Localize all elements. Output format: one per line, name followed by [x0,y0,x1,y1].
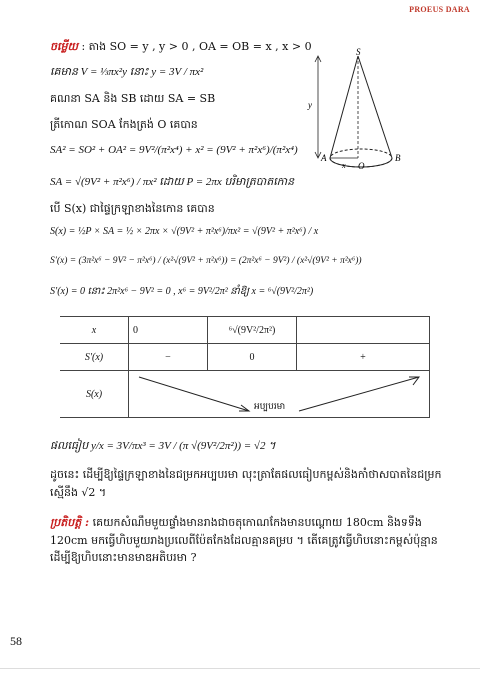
row-head-derivative: S′(x) [60,344,129,371]
exercise-text: គេយកសំណឹមមួយផ្ទាំងមានរាងជាចតុកោណកែងមានបណ្តោយ 180cm និងទទឹង 120cm មកធ្វើហិបមួយរាងប្រលេពីប៉ែតកែងដែលគ្មានគម្រប ។ តើគេត្រូវធ្វើហិបនោះកម្ពស់ប៉ុន្មាន ដើម្បីឱ្យហិបនោះមានមាឌអតិបរមា ? [50,516,438,565]
critical-point-line: S′(x) = 0 នោះ 2π²x⁶ − 9V² = 0 , x⁶ = 9V²/2π² នាំឱ្យ x = ⁶√(9V²/2π²) [50,286,314,297]
cell-derivative-zero: 0 [208,344,297,371]
surface-formula-line: S(x) = ½P × SA = ½ × 2πx × √(9V² + π²x⁶)/πx² = √(9V² + π²x⁶) / x [50,226,319,237]
page-number: 58 [10,634,22,648]
answer-label: ចម្លើយ [50,40,78,53]
label-x: x [342,161,346,170]
label-a: A [321,153,327,163]
label-s: S [356,48,361,57]
surface-intro-line: បើ S(x) ជាផ្ទៃក្រឡាខាងនៃកោន គេបាន [50,202,215,215]
table-row-function [60,371,430,418]
exercise-paragraph [50,514,445,567]
sa-squared-line: SA² = SO² + OA² = 9V²/(π²x⁴) + x² = (9V² + π²x⁶)/(π²x⁴) [50,144,298,156]
table-row-x [60,317,430,344]
volume-line: គេមាន V = ⅓πx²y នោះ y = 3V / πx² [50,66,204,78]
answer-text: : តាង SO = y , y > 0 , OA = OB = x , x > 0 [81,40,312,53]
triangle-line: ត្រីកោណ SOA កែងត្រង់ O គេបាន [50,118,198,131]
row-head-x: x [60,317,129,344]
compute-line: គណនា SA និង SB ដោយ SA = SB [50,92,216,105]
answer-line [50,40,312,54]
conclusion-paragraph: ដូចនេះ ដើម្បីឱ្យផ្ទៃក្រឡាខាងនៃជម្រកអប្បបរមា លុះត្រាតែផលធៀបកម្ពស់និងកាំថាសបាតនៃជម្រកស្មើនឹង √2 ។ [50,468,442,499]
cell-x-critical: ⁶√(9V²/2π²) [208,317,297,344]
cell-derivative-pos: + [297,344,430,371]
cell-derivative-neg: − [129,344,208,371]
cell-x-zero: 0 [129,317,208,344]
label-y: y [308,100,312,110]
cone-diagram [300,48,430,178]
minimum-label: អប្បបរមា [254,402,286,412]
table-row-derivative [60,344,430,371]
sa-line: SA = √(9V² + π²x⁶) / πx² ដោយ P = 2πx បរិមាត្របាតកោន [50,176,295,188]
variation-table [60,316,430,418]
footer-rule [0,668,480,669]
exercise-label: ប្រតិបត្តិ : [50,516,90,529]
cell-x-end [297,317,430,344]
label-b: B [395,153,401,163]
ratio-line: ផលធៀប y/x = 3V/πx³ = 3V / (π √(9V²/2π²)) = √2 ។ [50,440,276,452]
brand-header: PROEUS DARA [409,5,470,14]
derivative-line: S′(x) = (3π²x⁶ − 9V² − π²x⁶) / (x²√(9V² + π²x⁶)) = (2π²x⁶ − 9V²) / (x²√(9V² + π²x⁶)) [50,256,362,266]
row-head-function: S(x) [60,371,129,418]
label-o: O [358,161,365,171]
